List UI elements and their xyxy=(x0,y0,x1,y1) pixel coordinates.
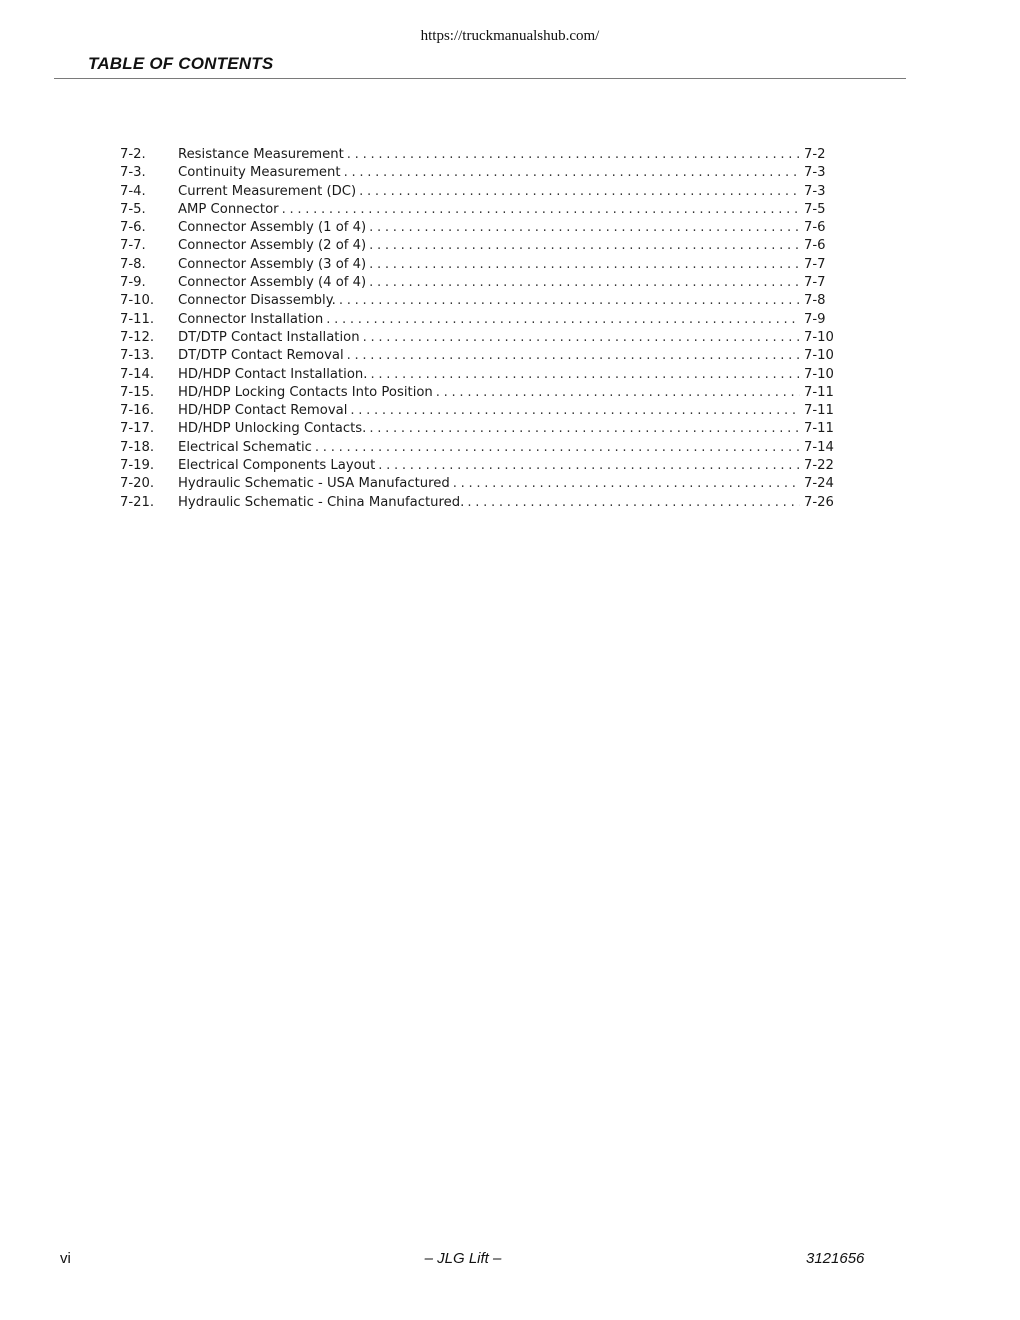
toc-entry-number: 7-21. xyxy=(120,494,155,510)
toc-entry-title: DT/DTP Contact Removal xyxy=(178,348,344,364)
toc-entry[interactable] xyxy=(120,219,842,237)
toc-dot-leader xyxy=(350,402,800,420)
toc-dot-leader xyxy=(347,347,800,365)
toc-dot-leader xyxy=(359,183,800,201)
toc-entry-title: Hydraulic Schematic - USA Manufactured xyxy=(178,476,450,492)
toc-entry-number: 7-15. xyxy=(120,384,155,400)
source-url[interactable]: https://truckmanualshub.com/ xyxy=(420,28,600,44)
footer-page-number: vi xyxy=(60,1250,71,1267)
toc-entry-number: 7-7. xyxy=(120,238,146,254)
toc-entry[interactable] xyxy=(120,402,842,420)
toc-entry[interactable] xyxy=(120,292,842,310)
toc-entry-title: Connector Assembly (3 of 4) xyxy=(178,256,367,272)
toc-entry-number: 7-13. xyxy=(120,348,155,364)
toc-entry-title: Current Measurement (DC) xyxy=(178,183,357,199)
toc-entry-number: 7-9. xyxy=(120,275,146,291)
toc-dot-leader xyxy=(369,420,800,438)
footer-doc-number: 3121656 xyxy=(806,1250,865,1267)
toc-entry-title: Electrical Components Layout xyxy=(178,458,376,474)
toc-dot-leader xyxy=(326,311,800,329)
toc-entry-title: Connector Disassembly. xyxy=(178,293,336,309)
toc-entry-page: 7-11 xyxy=(804,384,834,400)
toc-dot-leader xyxy=(436,384,800,402)
toc-entry-page: 7-10 xyxy=(804,366,834,382)
toc-entry-page: 7-11 xyxy=(804,403,834,419)
toc-entry[interactable] xyxy=(120,475,842,493)
toc-entry-title: DT/DTP Contact Installation xyxy=(178,329,360,345)
header-divider xyxy=(54,78,906,79)
toc-entry[interactable] xyxy=(120,237,842,255)
toc-entry-title: AMP Connector xyxy=(178,201,279,217)
toc-entry-page: 7-5 xyxy=(804,201,826,217)
toc-entry[interactable] xyxy=(120,457,842,475)
toc-entry[interactable] xyxy=(120,439,842,457)
toc-entry-page: 7-6 xyxy=(804,238,826,254)
toc-entry-number: 7-8. xyxy=(120,256,146,272)
toc-entry-page: 7-7 xyxy=(804,275,826,291)
toc-entry[interactable] xyxy=(120,366,842,384)
toc-entry-page: 7-10 xyxy=(804,329,834,345)
toc-entry-title: Electrical Schematic xyxy=(178,439,312,455)
toc-entry-number: 7-6. xyxy=(120,220,146,236)
table-of-contents xyxy=(120,146,842,512)
toc-entry-title: HD/HDP Contact Removal xyxy=(178,403,348,419)
toc-entry-title: HD/HDP Locking Contacts Into Position xyxy=(178,384,433,400)
toc-entry-title: HD/HDP Contact Installation. xyxy=(178,366,368,382)
toc-entry-number: 7-18. xyxy=(120,439,155,455)
toc-entry-number: 7-4. xyxy=(120,183,146,199)
toc-entry[interactable] xyxy=(120,420,842,438)
toc-entry-page: 7-24 xyxy=(804,476,834,492)
toc-entry[interactable] xyxy=(120,164,842,182)
toc-entry-page: 7-9 xyxy=(804,311,826,327)
toc-dot-leader xyxy=(369,237,800,255)
toc-entry-number: 7-12. xyxy=(120,329,155,345)
toc-entry[interactable] xyxy=(120,347,842,365)
toc-entry[interactable] xyxy=(120,183,842,201)
footer-publisher: – JLG Lift – xyxy=(424,1250,502,1267)
toc-entry-number: 7-16. xyxy=(120,403,155,419)
toc-entry-page: 7-10 xyxy=(804,348,834,364)
toc-entry-number: 7-10. xyxy=(120,293,155,309)
toc-entry-title: Connector Installation xyxy=(178,311,324,327)
toc-entry[interactable] xyxy=(120,274,842,292)
toc-entry-title: HD/HDP Unlocking Contacts. xyxy=(178,421,367,437)
toc-dot-leader xyxy=(369,256,800,274)
toc-entry-number: 7-5. xyxy=(120,201,146,217)
toc-entry-page: 7-6 xyxy=(804,220,826,236)
toc-entry[interactable] xyxy=(120,146,842,164)
toc-entry[interactable] xyxy=(120,201,842,219)
toc-entry-title: Connector Assembly (2 of 4) xyxy=(178,238,367,254)
toc-entry[interactable] xyxy=(120,494,842,512)
toc-dot-leader xyxy=(363,329,800,347)
toc-entry[interactable] xyxy=(120,384,842,402)
toc-entry-page: 7-2 xyxy=(804,147,826,162)
toc-entry-number: 7-11. xyxy=(120,311,155,327)
toc-dot-leader xyxy=(369,219,800,237)
toc-dot-leader xyxy=(339,292,800,310)
toc-entry-number: 7-2. xyxy=(120,147,146,162)
toc-entry-title: Hydraulic Schematic - China Manufactured. xyxy=(178,494,465,510)
toc-entry-number: 7-14. xyxy=(120,366,155,382)
toc-entry-page: 7-3 xyxy=(804,183,826,199)
toc-entry-title: Continuity Measurement xyxy=(178,165,341,181)
toc-dot-leader xyxy=(282,201,800,219)
toc-entry[interactable] xyxy=(120,329,842,347)
toc-entry[interactable] xyxy=(120,256,842,274)
toc-entry-number: 7-19. xyxy=(120,458,155,474)
toc-entry-title: Connector Assembly (1 of 4) xyxy=(178,220,367,236)
toc-dot-leader xyxy=(369,274,800,292)
toc-dot-leader xyxy=(370,366,800,384)
toc-entry[interactable] xyxy=(120,311,842,329)
toc-dot-leader xyxy=(315,439,800,457)
toc-entry-page: 7-26 xyxy=(804,494,834,510)
toc-dot-leader xyxy=(453,475,800,493)
toc-entry-page: 7-11 xyxy=(804,421,834,437)
toc-entry-number: 7-17. xyxy=(120,421,155,437)
toc-entry-title: Connector Assembly (4 of 4) xyxy=(178,275,367,291)
toc-entry-page: 7-3 xyxy=(804,165,826,181)
toc-entry-page: 7-7 xyxy=(804,256,826,272)
toc-entry-number: 7-3. xyxy=(120,165,146,181)
toc-dot-leader xyxy=(344,164,800,182)
toc-entry-page: 7-8 xyxy=(804,293,826,309)
toc-dot-leader xyxy=(378,457,800,475)
toc-entry-number: 7-20. xyxy=(120,476,155,492)
section-title: TABLE OF CONTENTS xyxy=(88,54,274,73)
toc-entry-page: 7-14 xyxy=(804,439,834,455)
toc-entry-page: 7-22 xyxy=(804,458,834,474)
toc-dot-leader xyxy=(347,146,800,164)
toc-dot-leader xyxy=(467,494,800,512)
toc-entry-title: Resistance Measurement xyxy=(178,147,344,162)
